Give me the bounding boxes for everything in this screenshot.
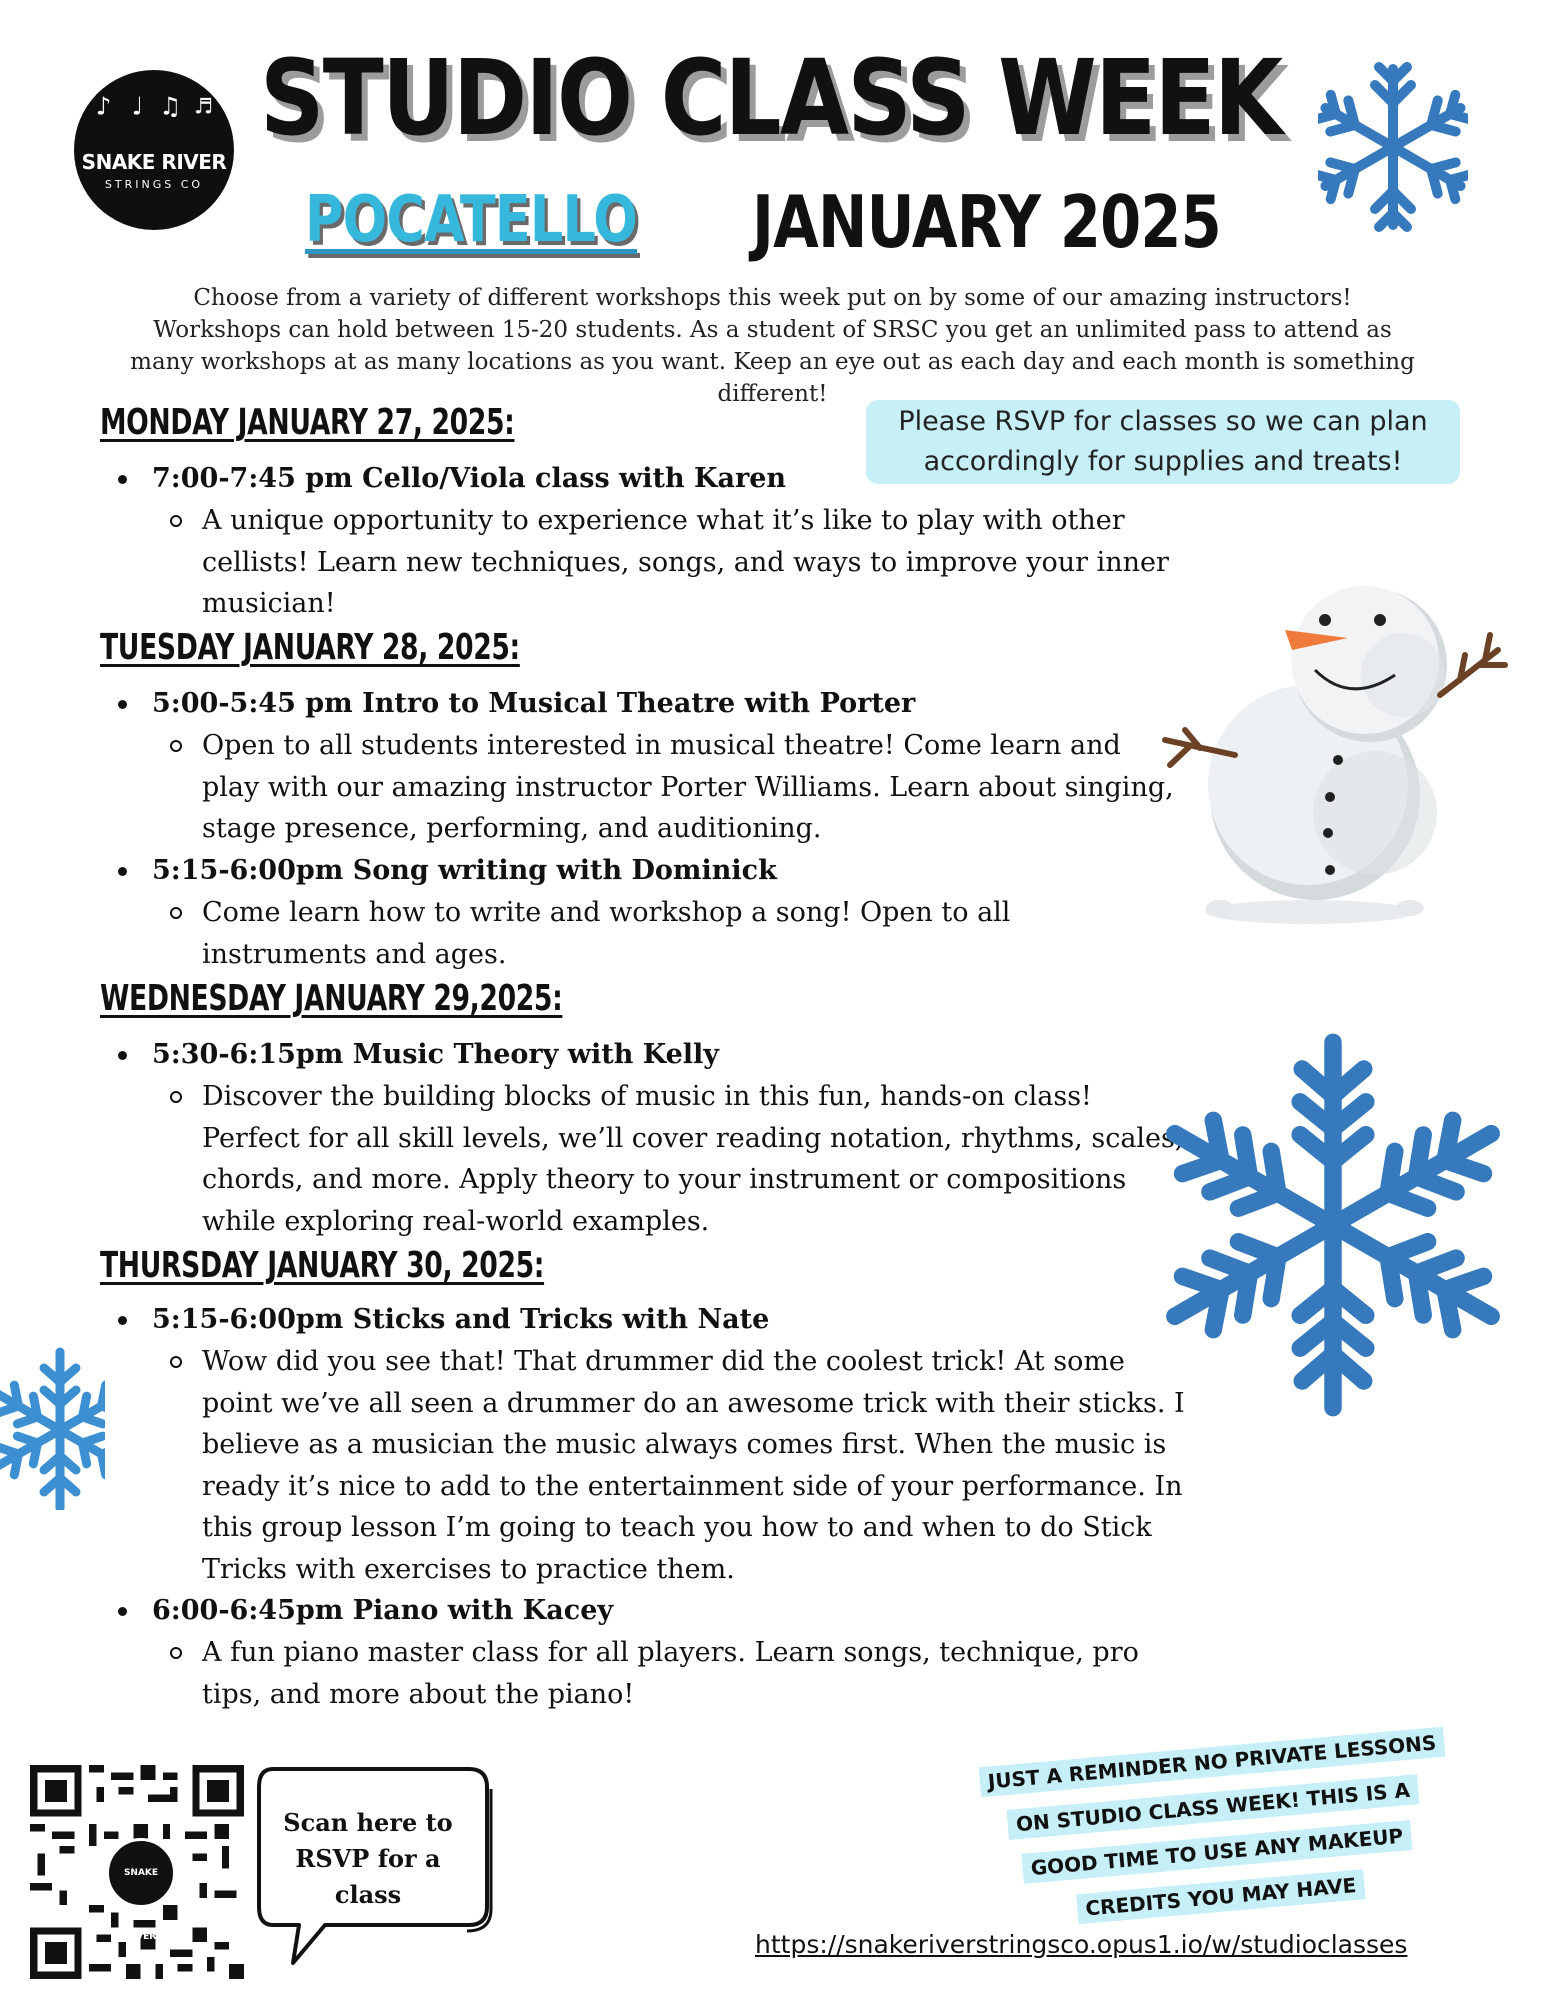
rsvp-link[interactable]: https://snakeriverstringsco.opus1.io/w/studioclasses: [755, 1930, 1408, 1959]
day-heading-wednesday: WEDNESDAY JANUARY 29,2025:: [100, 978, 563, 1019]
day-heading-thursday: THURSDAY JANUARY 30, 2025:: [100, 1245, 545, 1286]
class-description: A unique opportunity to experience what it’s like to play with other cellists! Learn new techniques, songs, and ways to improve your inner musician!: [170, 500, 1195, 625]
snowflake-icon: [1158, 1030, 1508, 1420]
day-heading-tuesday: TUESDAY JANUARY 28, 2025:: [100, 627, 520, 668]
class-description: Open to all students interested in musical theatre! Come learn and play with our amazing instructor Porter Williams. Learn about singing, stage presence, performing, and auditioning.: [170, 725, 1180, 850]
snowflake-icon: [1318, 62, 1468, 232]
rsvp-note: Please RSVP for classes so we can plan accordingly for supplies and treats!: [866, 400, 1460, 484]
class-description: Discover the building blocks of music in this fun, hands-on class! Perfect for all skill levels, we’ll cover reading notation, rhythms, scales, chords, and more. Apply theory to your instrument or compositions while exploring real-world examples.: [170, 1076, 1195, 1242]
brand-logo: [74, 70, 234, 230]
snowman-icon: [1160, 580, 1520, 930]
scan-text: Scan here to RSVP for a class: [283, 1808, 453, 1909]
class-description: Come learn how to write and workshop a song! Open to all instruments and ages.: [170, 892, 1180, 975]
location-title: POCATELLO: [305, 183, 638, 257]
logo-name: SNAKE RIVER: [81, 150, 227, 174]
instruments-icon: ♪ ♩ ♫ ♬: [95, 92, 213, 122]
class-description: Wow did you see that! That drummer did the coolest trick! At some point we’ve all seen a drummer do an awesome trick with their sticks. I believe as a musician the music always comes first. When the music is ready it’s nice to add to the entertainment side of your performance. In this group lesson I’m going to teach you how to and when to do Stick Tricks with exercises to practice them.: [170, 1341, 1200, 1590]
intro-paragraph: Choose from a variety of different workshops this week put on by some of our amazing instructors! Workshops can hold between 15-20 students. As a student of SRSC you get an unlimited pass to attend as many workshops at as many locations as you want. Keep an eye out as each day and each month is something different!: [130, 285, 1415, 407]
class-description: A fun piano master class for all players. Learn songs, technique, pro tips, and more about the piano!: [170, 1632, 1195, 1715]
reminder-note: JUST A REMINDER NO PRIVATE LESSONS ON STUDIO CLASS WEEK! THIS IS A GOOD TIME TO USE ANY MAKEUP CREDITS YOU MAY HAVE: [978, 1720, 1452, 1939]
logo-subtitle: STRINGS CO: [104, 178, 204, 191]
day-heading-monday: MONDAY JANUARY 27, 2025:: [100, 402, 515, 443]
page-title: STUDIO CLASS WEEK: [260, 37, 1282, 159]
qr-logo: SNAKE RIVER: [106, 1838, 176, 1908]
month-title: JANUARY 2025: [752, 180, 1221, 264]
snowflake-icon: [0, 1345, 105, 1510]
